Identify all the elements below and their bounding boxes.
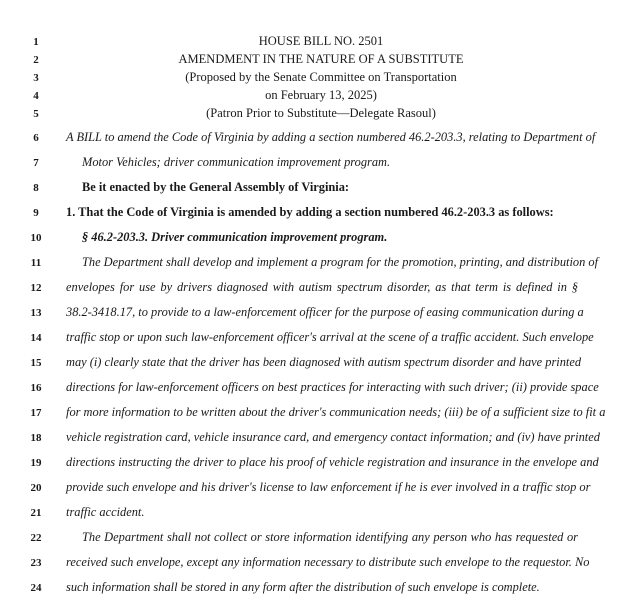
line-number: 16 — [30, 382, 42, 394]
enacting-clause: Be it enacted by the General Assembly of Virginia: — [82, 180, 350, 194]
amendment-title: AMENDMENT IN THE NATURE OF A SUBSTITUTE — [178, 52, 464, 66]
paragraph-line: traffic stop or upon such law-enforcement officer's arrival at the scene of a traffic accident. Such envelope — [66, 330, 594, 344]
patron: (Patron Prior to Substitute—Delegate Rasoul) — [206, 106, 436, 120]
committee-date: on February 13, 2025) — [265, 88, 377, 102]
line-number: 17 — [30, 407, 42, 419]
paragraph-line: such information shall be stored in any form after the distribution of such envelope is complete. — [66, 580, 540, 594]
line-number: 15 — [30, 357, 42, 369]
line-number: 22 — [30, 532, 42, 544]
line-number: 4 — [33, 90, 39, 102]
line-number: 19 — [30, 457, 42, 469]
line-number: 1 — [33, 36, 39, 48]
line-number: 11 — [30, 257, 42, 269]
line-number: 10 — [30, 232, 42, 244]
section-heading: § 46.2-203.3. Driver communication improvement program. — [82, 230, 388, 244]
line-number: 13 — [30, 307, 42, 319]
section-one: 1. That the Code of Virginia is amended by adding a section numbered 46.2-203.3 as follows: — [66, 205, 554, 219]
line-number: 24 — [30, 582, 42, 594]
line-number: 6 — [33, 132, 39, 144]
line-number: 21 — [30, 507, 42, 519]
paragraph-line: The Department shall not collect or store information identifying any person who has requested or — [82, 530, 578, 544]
line-number: 9 — [33, 207, 39, 219]
line-number: 18 — [30, 432, 42, 444]
paragraph-line: received such envelope, except any information necessary to distribute such envelope to the requestor. No — [66, 555, 590, 569]
paragraph-line: traffic accident. — [66, 505, 145, 519]
paragraph-line: The Department shall develop and implement a program for the promotion, printing, and distribution of — [82, 255, 599, 269]
line-number: 14 — [30, 332, 42, 344]
paragraph-line: may (i) clearly state that the driver has been diagnosed with autism spectrum disorder and have printed — [66, 355, 582, 369]
line-number: 20 — [30, 482, 42, 494]
paragraph-line: directions for law-enforcement officers on best practices for interacting with such driver; (ii) provide space — [66, 380, 599, 394]
proposed-by: (Proposed by the Senate Committee on Transportation — [185, 70, 457, 84]
line-number: 7 — [33, 157, 39, 169]
line-number: 23 — [30, 557, 42, 569]
paragraph-line: vehicle registration card, vehicle insurance card, and emergency contact information; and (iv) have printed — [66, 430, 600, 444]
line-number: 3 — [33, 72, 39, 84]
line-number: 12 — [30, 282, 42, 294]
bill-number: HOUSE BILL NO. 2501 — [258, 34, 384, 48]
bill-title-line: A BILL to amend the Code of Virginia by adding a section numbered 46.2-203.3, relating to Department of — [66, 130, 596, 144]
paragraph-line: directions instructing the driver to place his proof of vehicle registration and insurance in the envelope and — [66, 455, 599, 469]
bill-title-line: Motor Vehicles; driver communication improvement program. — [82, 155, 391, 169]
line-number: 8 — [33, 182, 39, 194]
line-number: 5 — [33, 108, 39, 120]
paragraph-line: envelopes for use by drivers diagnosed with autism spectrum disorder, as that term is defined in § — [66, 280, 578, 294]
paragraph-line: for more information to be written about the driver's communication needs; (iii) be of a sufficient size to fit a — [66, 405, 606, 419]
paragraph-line: provide such envelope and his driver's license to law enforcement if he is ever involved in a traffic stop or — [66, 480, 591, 494]
line-number: 2 — [33, 54, 39, 66]
paragraph-line: 38.2-3418.17, to provide to a law-enforcement officer for the purpose of easing communication during a — [66, 305, 584, 319]
